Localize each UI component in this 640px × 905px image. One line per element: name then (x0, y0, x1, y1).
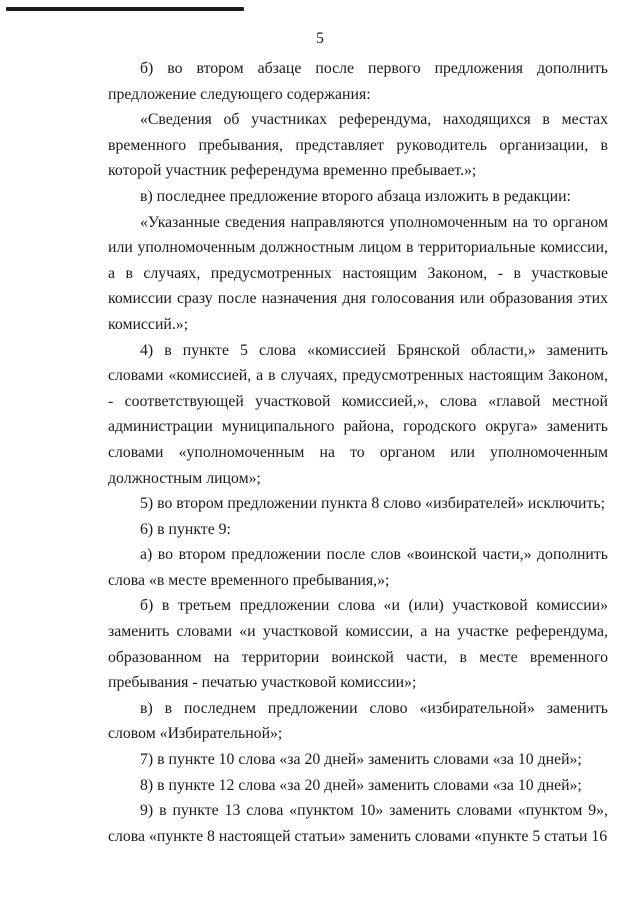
paragraph: 9) в пункте 13 слова «пунктом 10» заменить словами «пунктом 9», слова «пункте 8 настоящей статьи» заменить словами «пункте 5 статьи 16 (108, 802, 608, 845)
paragraph: б) во втором абзаце после первого предложения дополнить предложение следующего содержания: (108, 60, 608, 103)
top-rule-line (6, 7, 244, 11)
page-number: 5 (316, 30, 324, 47)
paragraph: 8) в пункте 12 слова «за 20 дней» заменить словами «за 10 дней»; (140, 776, 582, 794)
paragraph: 5) во втором предложении пункта 8 слово «избирателей» исключить; (140, 495, 605, 513)
paragraph: в) последнее предложение второго абзаца изложить в редакции: (140, 187, 571, 205)
paragraph: «Сведения об участниках референдума, находящихся в местах временного пребывания, представляет руководитель организации, в которой участник референдума временно пребывает.»; (108, 111, 608, 180)
paragraph: а) во втором предложении после слов «воинской части,» дополнить слова «в месте временного пребывания,»; (108, 546, 608, 589)
document-body (108, 56, 608, 849)
paragraph: б) в третьем предложении слова «и (или) участковой комиссии» заменить словами «и участковой комиссии, а на участке референдума, образованном на территории воинской части, в месте временного пребывания - печатью участковой комиссии»; (108, 597, 608, 692)
paragraph: 4) в пункте 5 слова «комиссией Брянской области,» заменить словами «комиссией, а в случаях, предусмотренных настоящим Законом, - соответствующей участковой комиссией,», слова «главой местной администрации муниципального района, городского округа» заменить словами «уполномоченным на то органом или уполномоченным должностным лицом»; (108, 341, 608, 487)
paragraph: «Указанные сведения направляются уполномоченным на то органом или уполномоченным должностным лицом в территориальные комиссии, а в случаях, предусмотренных настоящим Законом, - в участковые комиссии сразу после назначения дня голосования или образования этих комиссий.»; (108, 213, 608, 333)
paragraph: в) в последнем предложении слово «избирательной» заменить словом «Избирательной»; (108, 699, 608, 743)
paragraph: 7) в пункте 10 слова «за 20 дней» заменить словами «за 10 дней»; (140, 751, 582, 769)
paragraph: 6) в пункте 9: (140, 520, 231, 538)
